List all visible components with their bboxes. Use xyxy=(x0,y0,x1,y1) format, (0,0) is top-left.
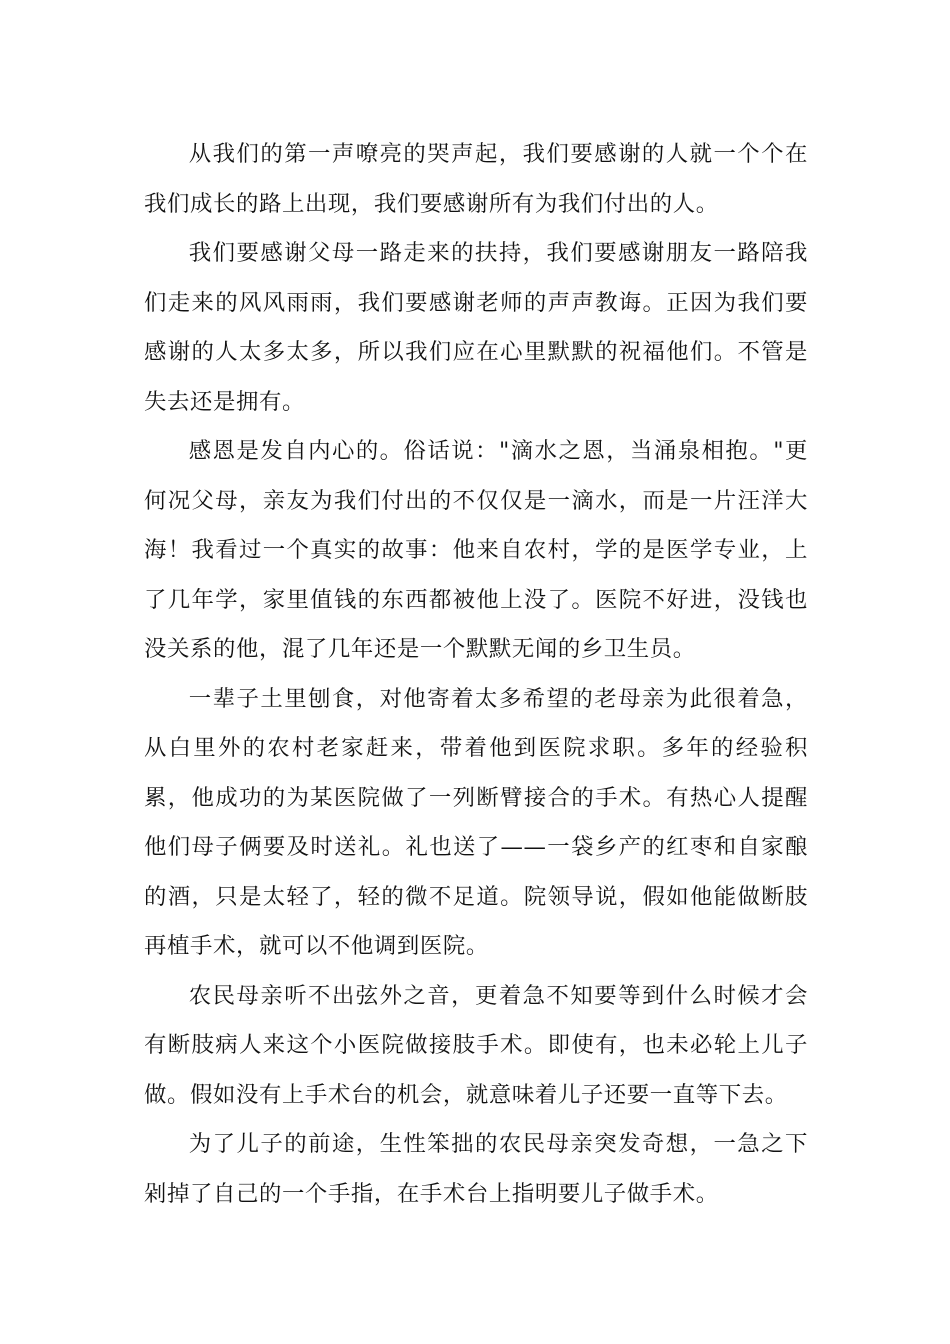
paragraph-5: 农民母亲听不出弦外之音，更着急不知要等到什么时候才会有断肢病人来这个小医院做接肢手术。即使有，也未必轮上儿子做。假如没有上手术台的机会，就意味着儿子还要一直等下去。 xyxy=(144,982,808,1108)
paragraph-2: 我们要感谢父母一路走来的扶持，我们要感谢朋友一路陪我们走来的风风雨雨，我们要感谢老师的声声教诲。正因为我们要感谢的人太多太多，所以我们应在心里默默的祝福他们。不管是失去还是拥有。 xyxy=(144,240,808,415)
document-body xyxy=(144,130,808,1219)
paragraph-1: 从我们的第一声嘹亮的哭声起，我们要感谢的人就一个个在我们成长的路上出现，我们要感谢所有为我们付出的人。 xyxy=(144,141,808,217)
paragraph-6: 为了儿子的前途，生性笨拙的农民母亲突发奇想，一急之下剁掉了自己的一个手指，在手术台上指明要儿子做手术。 xyxy=(144,1131,808,1207)
paragraph-4: 一辈子土里刨食，对他寄着太多希望的老母亲为此很着急，从白里外的农村老家赶来，带着他到医院求职。多年的经验积累，他成功的为某医院做了一列断臂接合的手术。有热心人提醒他们母子俩要及时送礼。礼也送了——一袋乡产的红枣和自家酿的酒，只是太轻了，轻的微不足道。院领导说，假如他能做断肢再植手术，就可以不他调到医院。 xyxy=(144,685,808,959)
paragraph-3: 感恩是发自内心的。俗话说："滴水之恩，当涌泉相抱。"更何况父母，亲友为我们付出的不仅仅是一滴水，而是一片汪洋大海！我看过一个真实的故事：他来自农村，学的是医学专业，上了几年学，家里值钱的东西都被他上没了。医院不好进，没钱也没关系的他，混了几年还是一个默默无闻的乡卫生员。 xyxy=(144,438,808,662)
